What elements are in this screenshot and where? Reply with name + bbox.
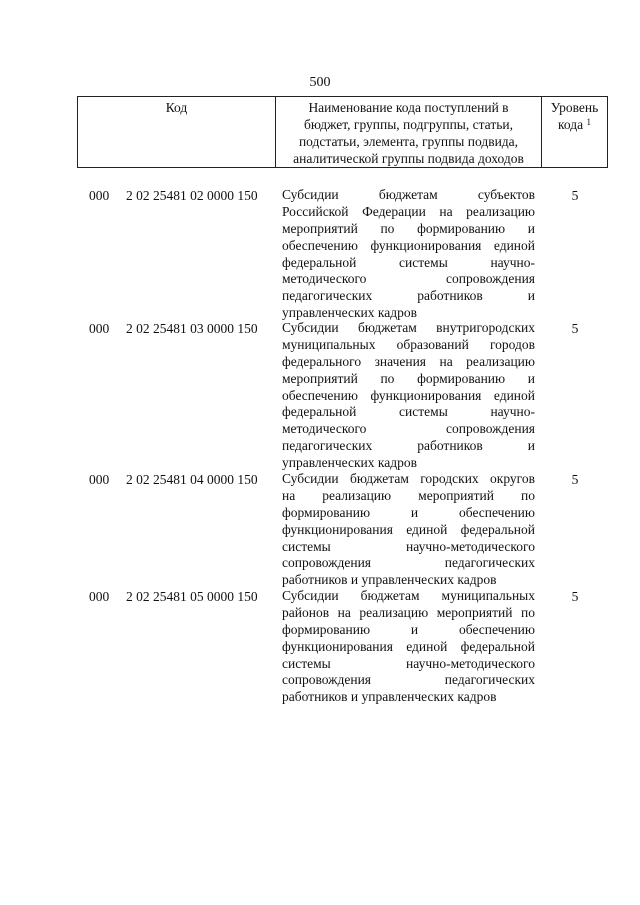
header-name-line: аналитической группы подвида доходов: [293, 151, 524, 166]
row-revenue-code: 2 02 25481 02 0000 150: [126, 188, 258, 203]
header-name-line: Наименование кода поступлений в: [308, 100, 509, 115]
row-description-line: педагогических работников и: [282, 288, 535, 304]
row-description-line: Субсидии бюджетам муниципальных: [282, 588, 535, 603]
row-description-line: системы научно-методического: [282, 538, 535, 554]
row-description-line: сопровождения педагогических: [282, 555, 535, 571]
header-name-cell: [276, 99, 541, 167]
row-description-line: сопровождения педагогических: [282, 672, 535, 688]
header-level-footnote: 1: [586, 117, 591, 127]
header-code-cell: [78, 99, 275, 116]
row-description-line: федеральной системы научно-: [282, 404, 535, 420]
row-description-line: Субсидии бюджетам внутригородских: [282, 320, 535, 335]
header-level-cell: [542, 99, 607, 133]
header-top-border: [77, 96, 608, 97]
row-description-line: работников и управленческих кадров: [282, 572, 497, 588]
header-name-line: бюджет, группы, подгруппы, статьи,: [304, 117, 513, 132]
row-description-line: обеспечению функционирования единой: [282, 237, 535, 253]
row-revenue-code: 2 02 25481 05 0000 150: [126, 589, 258, 604]
row-description-line: управленческих кадров: [282, 305, 417, 321]
row-description-line: методического сопровождения: [282, 271, 535, 287]
row-description-line: педагогических работников и: [282, 438, 535, 454]
row-description-line: формированию и обеспечению: [282, 621, 535, 637]
row-description-line: федеральной системы научно-: [282, 254, 535, 270]
header-right-border: [607, 96, 608, 168]
header-level-line1: Уровень: [550, 100, 599, 115]
row-level: 5: [571, 188, 579, 203]
row-description-line: управленческих кадров: [282, 455, 417, 471]
row-description: [282, 588, 535, 706]
row-revenue-code: 2 02 25481 04 0000 150: [126, 472, 258, 487]
row-description-line: обеспечению функционирования единой: [282, 387, 535, 403]
row-level: 5: [571, 321, 579, 336]
header-level-label: кода: [558, 117, 584, 132]
row-description-line: системы научно-методического: [282, 655, 535, 671]
row-description-line: мероприятий по формированию и: [282, 220, 535, 236]
header-name-line: подстатьи, элемента, группы подвида,: [298, 134, 519, 149]
row-revenue-code: 2 02 25481 03 0000 150: [126, 321, 258, 336]
row-description-line: функционирования единой федеральной: [282, 521, 535, 537]
row-description-line: районов на реализацию мероприятий по: [282, 604, 535, 620]
page-number: 500: [309, 75, 331, 90]
row-description-line: Субсидии бюджетам городских округов: [282, 471, 535, 486]
row-admin-code: 000: [89, 589, 110, 604]
header-bottom-border: [77, 167, 608, 168]
row-level: 5: [571, 589, 579, 604]
row-admin-code: 000: [89, 188, 110, 203]
row-description-line: мероприятий по формированию и: [282, 370, 535, 386]
row-description: [282, 320, 535, 472]
row-description-line: федерального значения на реализацию: [282, 353, 535, 369]
row-description-line: работников и управленческих кадров: [282, 689, 497, 705]
header-level-line2: [542, 116, 607, 133]
row-description-line: формированию и обеспечению: [282, 504, 535, 520]
row-admin-code: 000: [89, 321, 110, 336]
row-description-line: Российской Федерации на реализацию: [282, 203, 535, 219]
row-admin-code: 000: [89, 472, 110, 487]
row-description: [282, 187, 535, 322]
row-description-line: Субсидии бюджетам субъектов: [282, 187, 535, 202]
row-description-line: функционирования единой федеральной: [282, 638, 535, 654]
row-description-line: на реализацию мероприятий по: [282, 487, 535, 503]
row-description: [282, 471, 535, 589]
row-description-line: методического сопровождения: [282, 421, 535, 437]
header-code-label: Код: [165, 100, 188, 115]
row-description-line: муниципальных образований городов: [282, 336, 535, 352]
row-level: 5: [571, 472, 579, 487]
